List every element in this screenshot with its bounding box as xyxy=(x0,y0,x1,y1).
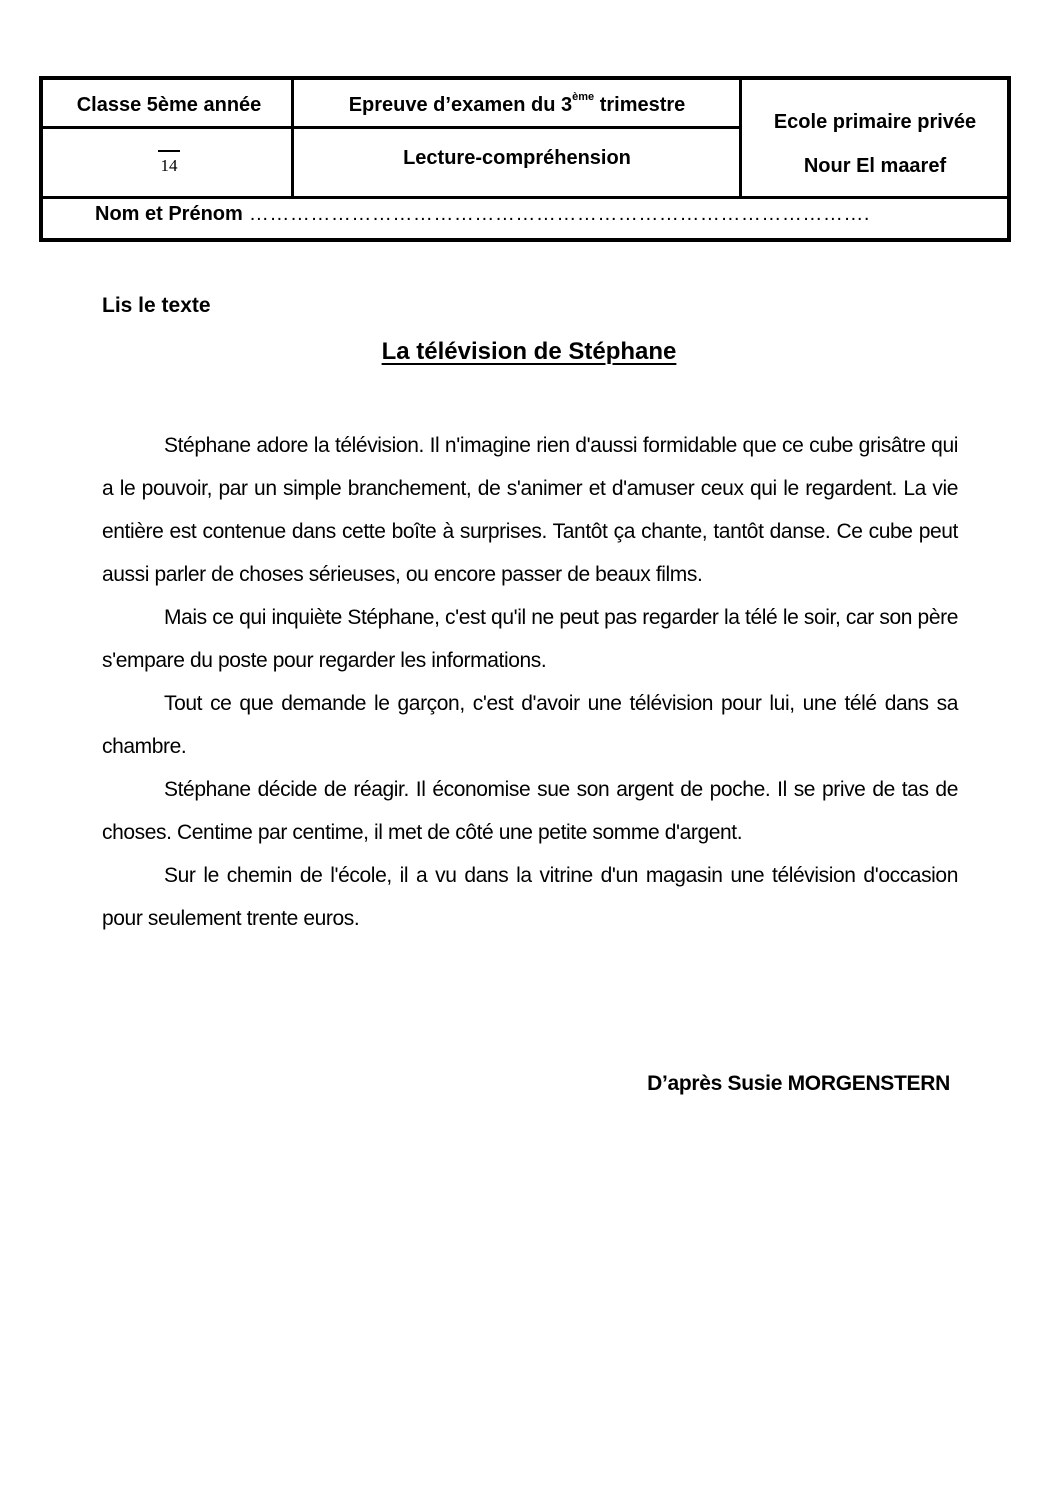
divider xyxy=(43,196,1007,199)
author-attribution: D’après Susie MORGENSTERN xyxy=(647,1072,950,1095)
instruction: Lis le texte xyxy=(102,294,211,317)
paragraph: Tout ce que demande le garçon, c'est d'avoir une télévision pour lui, une télé dans sa chambre. xyxy=(102,692,958,758)
school-type: Ecole primaire privée xyxy=(773,111,977,133)
grade-denominator: 14 xyxy=(160,155,178,175)
divider xyxy=(291,80,294,196)
reading-passage xyxy=(102,424,958,940)
grade-cell[interactable] xyxy=(47,130,291,196)
paragraph: Stéphane décide de réagir. Il économise sue son argent de poche. Il se prive de tas de choses. Centime par centime, il met de côté une petite somme d'argent. xyxy=(102,778,958,844)
class-label: Classe 5ème année xyxy=(76,93,262,116)
exam-label-sup: ème xyxy=(572,90,595,103)
school-cell xyxy=(743,84,1007,196)
exam-cell xyxy=(295,84,739,126)
divider xyxy=(43,126,739,129)
divider xyxy=(739,80,742,196)
subject-cell xyxy=(295,130,739,196)
school-name: Nour El maaref xyxy=(803,155,947,177)
name-label: Nom et Prénom xyxy=(95,202,243,225)
exam-label-prefix: Epreuve d’examen du 3 xyxy=(348,93,573,116)
exam-label xyxy=(348,90,686,117)
class-cell xyxy=(47,84,291,126)
exam-header-table xyxy=(39,76,1011,242)
paragraph: Sur le chemin de l'école, il a vu dans la vitrine d'un magasin une télévision d'occasion pour seulement trente euros. xyxy=(102,864,958,930)
paragraph: Stéphane adore la télévision. Il n'imagine rien d'aussi formidable que ce cube grisâtre qui a le pouvoir, par un simple branchement, de s'animer et d'amuser ceux qui le regardent. La vie entière est contenue dans cette boîte à surprises. Tantôt ça chante, tantôt danse. Ce cube peut aussi parler de choses sérieuses, ou encore passer de beaux films. xyxy=(102,434,958,586)
text-title: La télévision de Stéphane xyxy=(381,338,677,365)
paragraph: Mais ce qui inquiète Stéphane, c'est qu'il ne peut pas regarder la télé le soir, car son père s'empare du poste pour regarder les informations. xyxy=(102,606,958,672)
grade-fraction-bar xyxy=(158,150,180,152)
subject-label: Lecture-compréhension xyxy=(403,146,631,169)
text-title-wrapper xyxy=(0,338,1058,366)
exam-label-suffix: trimestre xyxy=(594,93,686,116)
name-blank-line[interactable]: ………………………………………………………………………………. xyxy=(248,202,870,225)
name-field[interactable] xyxy=(47,200,1011,238)
